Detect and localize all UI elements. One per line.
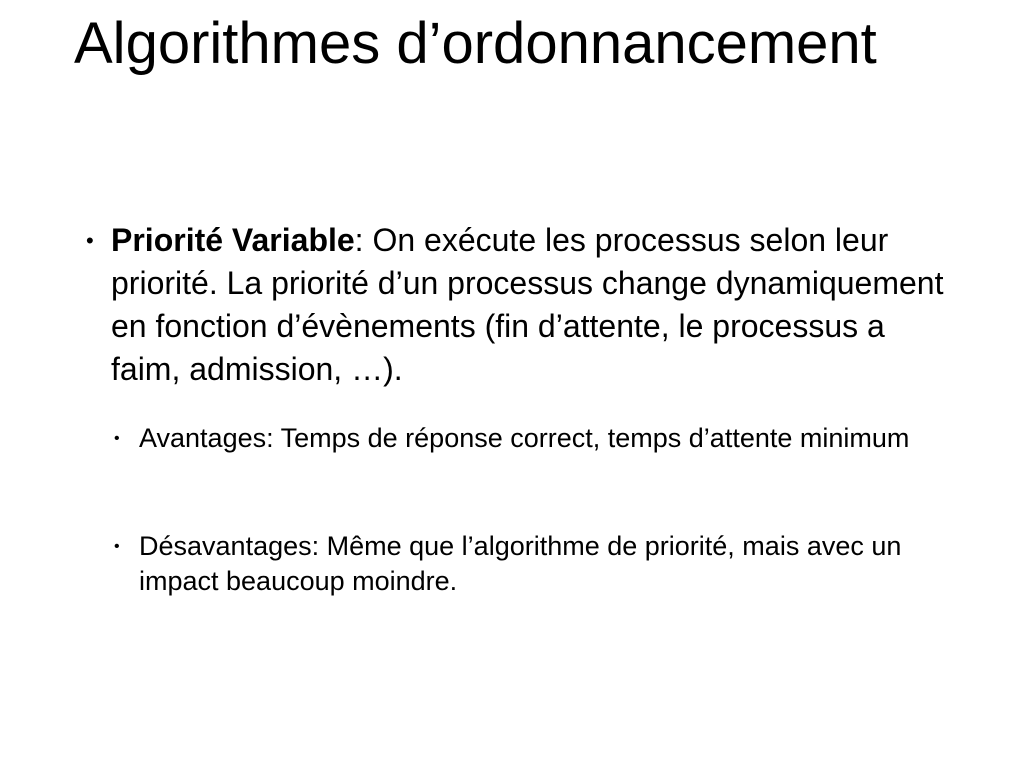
bullet-icon: • — [114, 538, 120, 555]
bullet-icon: • — [114, 430, 120, 447]
main-bullet-description: : On exécute les processus selon leur priorité. La priorité d’un processus change dynamiquement en fonction d’évènements (fin d’attente, le processus a faim, admission, …). — [111, 222, 944, 387]
slide-title: Algorithmes d’ordonnancement — [74, 11, 877, 76]
sub-bullet-disadvantages: Désavantages: Même que l’algorithme de priorité, mais avec un impact beaucoup moindre. — [139, 531, 902, 596]
sub-bullet-advantages: Avantages: Temps de réponse correct, temps d’attente minimum — [139, 423, 910, 453]
bullet-icon: • — [86, 228, 94, 253]
main-bullet-text — [111, 219, 951, 391]
main-bullet-term: Priorité Variable — [111, 222, 355, 258]
